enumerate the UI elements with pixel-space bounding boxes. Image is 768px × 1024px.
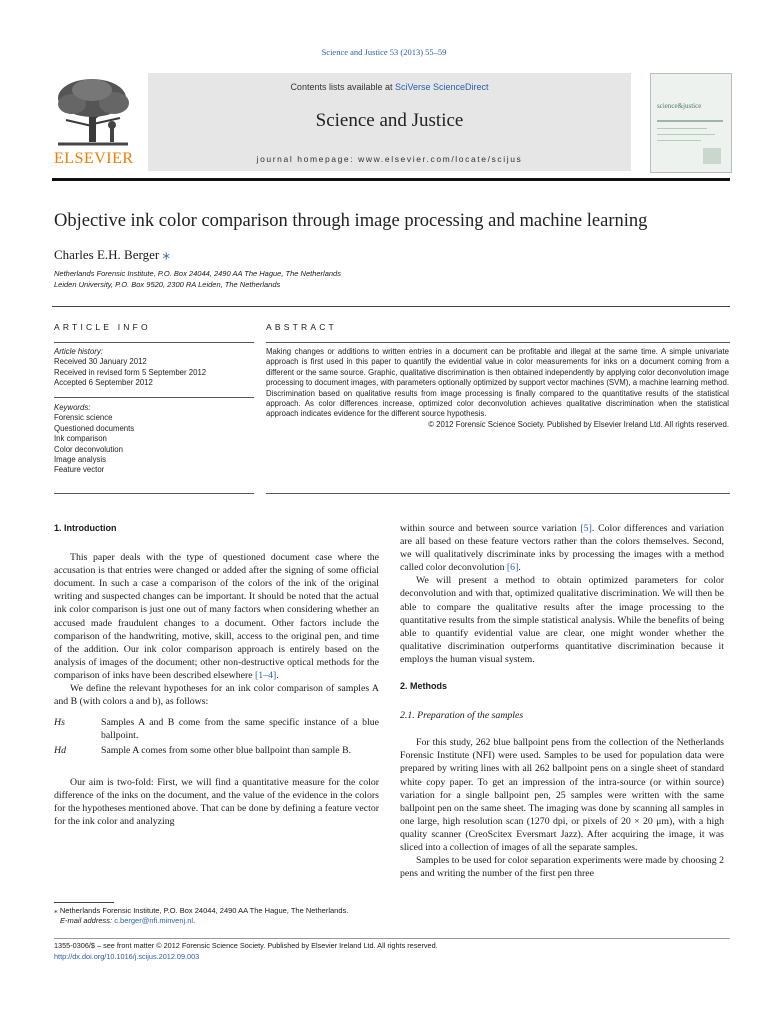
received-date: Received 30 January 2012 [54, 357, 147, 367]
right-paragraph-1 [400, 522, 724, 574]
email-link[interactable]: c.berger@nfi.minvenj.nl [114, 916, 194, 925]
right-p1-text-c: . [518, 562, 521, 574]
body-left-column [54, 522, 379, 828]
front-matter-line: 1355-0306/$ – see front matter © 2012 Forensic Science Society. Published by Elsevier Ireland Ltd. All rights reserved. [54, 941, 438, 950]
keyword-item: Questioned documents [54, 423, 135, 433]
intro-paragraph-1 [54, 551, 379, 682]
hypothesis-label: Hs [54, 717, 65, 729]
email-label: E-mail address: [60, 916, 115, 925]
email-end: . [193, 916, 196, 925]
footnote-address: ⁎ Netherlands Forensic Institute, P.O. Box 24044, 2490 AA The Hague, The Netherlands. [54, 906, 349, 915]
footnote-rule [54, 902, 114, 903]
contents-prefix: Contents lists available at [290, 82, 395, 92]
hypothesis-label: Hd [54, 745, 66, 757]
hypothesis-hs [54, 716, 379, 742]
body-right-column [400, 522, 724, 880]
author-name: Charles E.H. Berger [54, 247, 160, 262]
doi-link[interactable]: http://dx.doi.org/10.1016/j.scijus.2012.09.003 [54, 952, 200, 961]
introduction-heading: 1. Introduction [54, 523, 117, 533]
hypothesis-text: Sample A comes from some other blue ballpoint than sample B. [101, 745, 352, 757]
revised-date: Received in revised form 5 September 2012 [54, 367, 207, 377]
methods-heading: 2. Methods [400, 681, 448, 692]
abstract-body [266, 347, 729, 430]
author-footnote-mark[interactable]: ⁎ [162, 247, 170, 263]
article-history [54, 347, 254, 389]
history-label: Article history: [54, 347, 103, 356]
keyword-item: Color deconvolution [54, 444, 123, 454]
hypothesis-text: Samples A and B come from the same specific instance of a blue ballpoint. [101, 717, 379, 742]
affiliation-2: Leiden University, P.O. Box 9520, 2300 RA Leiden, The Netherlands [54, 280, 281, 289]
top-citation[interactable]: Science and Justice 53 (2013) 55–59 [321, 47, 447, 57]
journal-homepage[interactable]: journal homepage: www.elsevier.com/locate/scijus [256, 154, 523, 164]
keyword-item: Feature vector [54, 465, 105, 475]
reference-link[interactable]: [6] [506, 562, 519, 574]
keyword-item: Image analysis [54, 455, 107, 465]
intro-paragraph-3: Our aim is two-fold: First, we will find a quantitative measure for the color difference of the inks on the document, and the value of the evidence in the colors for the hypotheses mentioned above. That can be done by defining a feature vector for the ink color and analyzing [54, 776, 379, 827]
methods-paragraph-1: For this study, 262 blue ballpoint pens from the collection of the Netherlands Forensic Institute (NFI) were used. Samples to be used for population data were prepared by writing lines with all 262 ballpoint pens on a single sheet of standard white copy paper. To get an impression of the intra-source (or within source) variation for a single ballpoint pen, 25 samples were written with the same ballpoint pen on the same sheet. The imaging was done by scanning all samples in one large, high resolution scan (1270 dpi, or pixels of 20 × 20 μm), with a high quality scanner (CreoScitex Eversmart Jazz). After acquiring the image, it was sliced into a collection of images of all the separate samples. [400, 737, 724, 853]
keywords-block [54, 403, 254, 476]
abstract-bottom-rule [266, 493, 730, 494]
article-info-rule [54, 342, 254, 343]
keyword-item: Ink comparison [54, 434, 107, 444]
keywords-label: Keywords: [54, 403, 91, 412]
methods-paragraph-2: Samples to be used for color separation experiments were made by choosing 2 pens and writing the number of the first pen three [400, 855, 724, 880]
hypothesis-hd [54, 744, 379, 757]
right-p1-text-b: . Color differences and variation are all based on these feature vectors rather than the colors themselves. Second, we will qualitatively discriminate inks by processing the images with a method called color deconvolution [400, 523, 724, 574]
intro-p1-end: . [276, 669, 279, 681]
sciencedirect-link[interactable]: SciVerse ScienceDirect [395, 82, 489, 92]
bottom-rule [54, 938, 730, 939]
info-bottom-rule [54, 493, 254, 494]
affiliation-1: Netherlands Forensic Institute, P.O. Box 24044, 2490 AA The Hague, The Netherlands [54, 269, 341, 278]
abstract-rule [266, 342, 730, 343]
right-p1-text-a: within source and between source variation [400, 523, 581, 534]
intro-paragraph-2: We define the relevant hypotheses for an ink color comparison of samples A and B (with colors a and b), as follows: [54, 683, 379, 708]
journal-name: Science and Justice [315, 110, 464, 131]
subsection-heading: 2.1. Preparation of the samples [400, 710, 524, 722]
title-rule [52, 306, 730, 307]
footnote [54, 906, 379, 926]
article-info-heading: ARTICLE INFO [54, 322, 151, 332]
author-line [54, 245, 170, 264]
accepted-date: Accepted 6 September 2012 [54, 378, 153, 388]
publisher-wordmark: ELSEVIER [54, 150, 134, 167]
reference-link[interactable]: [5] [580, 523, 592, 534]
article-title: Objective ink color comparison through image processing and machine learning [54, 211, 648, 231]
header-rule [52, 178, 730, 181]
intro-p1-text: This paper deals with the type of questioned document case where the accusation is that entries were changed or added after the signing of some official document. In such a case a comparison of the colors of the ink of the original writing and suspected changes can be important. It should be noted that the actual ink color comparison is just one out of many factors when considering whether an accused made fraudulent changes to a document. Other factors include the comparison of the handwriting, motive, skill, access to the original pen, and time of the addition. Our ink color comparison approach is entirely based on the analysis of images of the document; other non-destructive optical methods for the comparison of inks have been described elsewhere [54, 552, 379, 681]
abstract-heading: ABSTRACT [266, 322, 337, 332]
abstract-text: Making changes or additions to written entries in a document can be profitable and illegal at the same time. A simple univariate approach is first used in this paper to quantify the evidential value in color measurements for inks on a document coming from a different or the same source. Graphic, qualitative discrimination is then obtained independently by applying color deconvolution image processing to document images, with parameters optionally optimized by support vector machines (SVM), a machine learning method. Discrimination based on qualitative results from image processing is finally compared to the quantitative results of the statistical approach. As color differences increase, optimized color deconvolution achieves qualitative discrimination when the statistical approach indicates evidence for the different source hypothesis. [266, 347, 729, 419]
keyword-item: Forensic science [54, 413, 113, 423]
abstract-copyright: © 2012 Forensic Science Society. Published by Elsevier Ireland Ltd. All rights reserved. [428, 419, 729, 429]
right-paragraph-2: We will present a method to obtain optimized parameters for color deconvolution and with that, optimized qualitative discrimination. We will then be able to compare the qualitative results after the image processing to the quantitative results from the simple statistical analysis. While the benefits of being able to quantify evidential value are clear, one might wonder whether the qualitative discrimination outperforms quantitative discrimination because it employs the human visual system. [400, 575, 724, 665]
journal-cover-thumbnail [650, 73, 732, 173]
cover-title: science&justice [657, 102, 702, 110]
reference-link[interactable]: [1–4] [255, 669, 277, 681]
history-rule [54, 397, 254, 398]
contents-line [148, 82, 631, 92]
